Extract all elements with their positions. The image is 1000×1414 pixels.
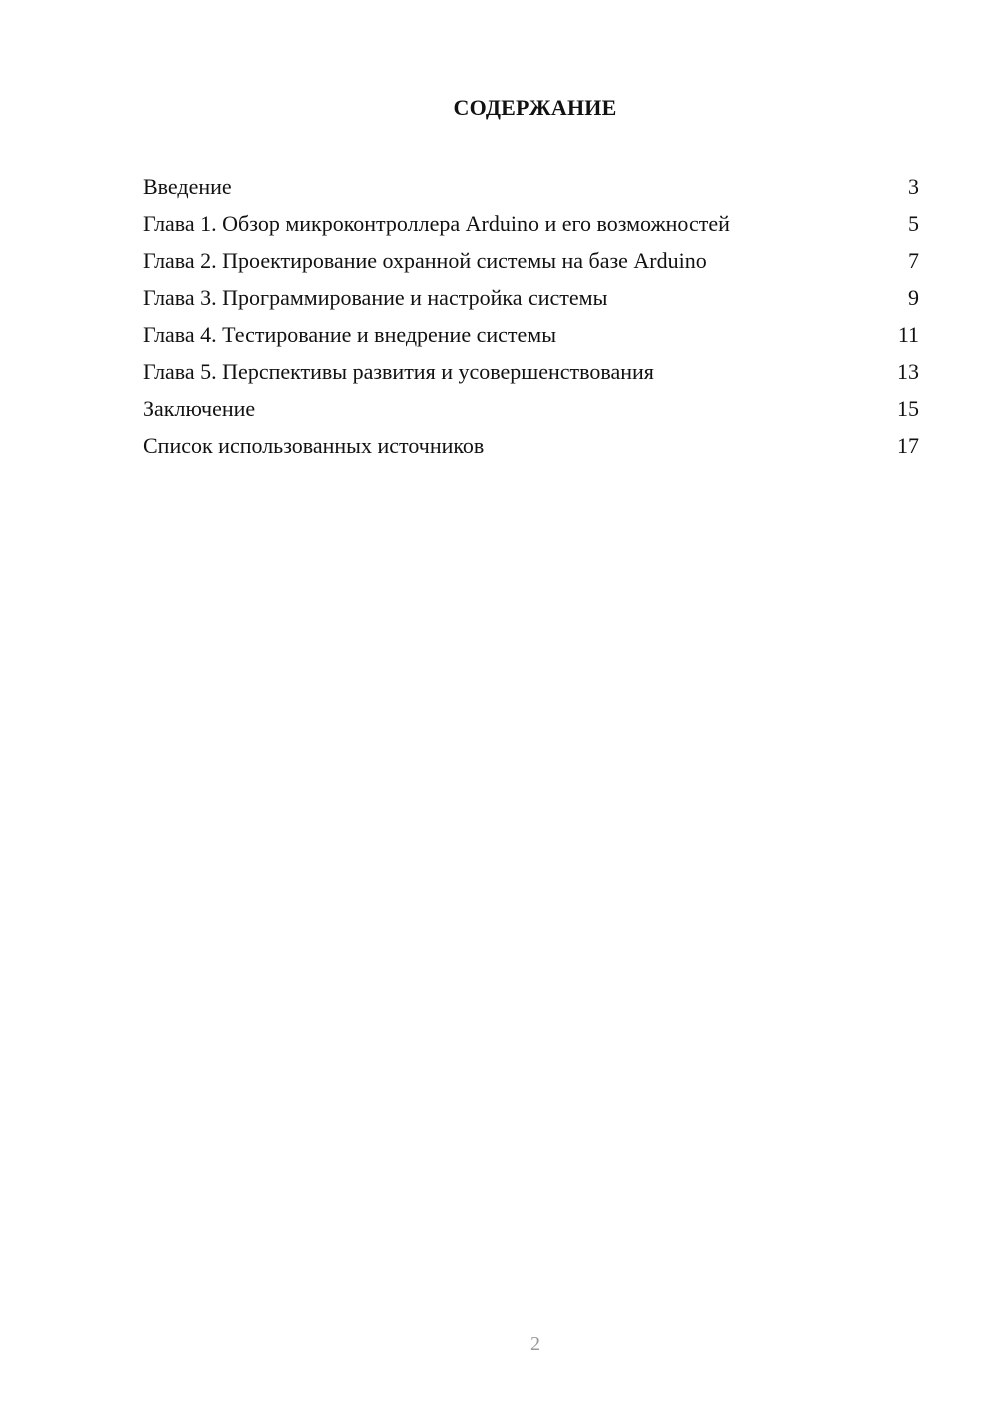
toc-entry-page: 9 bbox=[908, 285, 919, 310]
toc-entry-title: Глава 3. Программирование и настройка системы bbox=[143, 285, 608, 310]
toc-entry-page: 15 bbox=[897, 396, 919, 421]
toc-entry-title: Глава 2. Проектирование охранной системы на базе Arduino bbox=[143, 248, 707, 273]
table-of-contents bbox=[143, 168, 919, 464]
toc-entry-introduction bbox=[143, 168, 919, 205]
toc-entry-page: 11 bbox=[897, 322, 919, 347]
toc-entry-chapter-3 bbox=[143, 279, 919, 316]
page-number: 2 bbox=[530, 1333, 540, 1355]
toc-entry-title: Заключение bbox=[143, 396, 256, 421]
toc-entry-chapter-4 bbox=[143, 316, 919, 353]
toc-entry-chapter-2 bbox=[143, 242, 919, 279]
toc-entry-page: 3 bbox=[908, 174, 919, 199]
toc-entry-page: 17 bbox=[897, 433, 919, 458]
toc-entry-chapter-5 bbox=[143, 353, 919, 390]
toc-entry-title: Глава 4. Тестирование и внедрение системы bbox=[143, 322, 556, 347]
toc-entry-conclusion bbox=[143, 390, 919, 427]
toc-entry-title: Глава 1. Обзор микроконтроллера Arduino и его возможностей bbox=[143, 211, 730, 236]
toc-entry-title: Глава 5. Перспективы развития и усовершенствования bbox=[143, 359, 654, 384]
toc-entry-references bbox=[143, 427, 919, 464]
toc-entry-chapter-1 bbox=[143, 205, 919, 242]
toc-entry-page: 7 bbox=[908, 248, 919, 273]
toc-entry-title: Список использованных источников bbox=[143, 433, 485, 458]
page-title: СОДЕРЖАНИЕ bbox=[453, 95, 617, 120]
toc-entry-page: 5 bbox=[908, 211, 919, 236]
toc-entry-title: Введение bbox=[143, 174, 232, 199]
toc-entry-page: 13 bbox=[897, 359, 919, 384]
